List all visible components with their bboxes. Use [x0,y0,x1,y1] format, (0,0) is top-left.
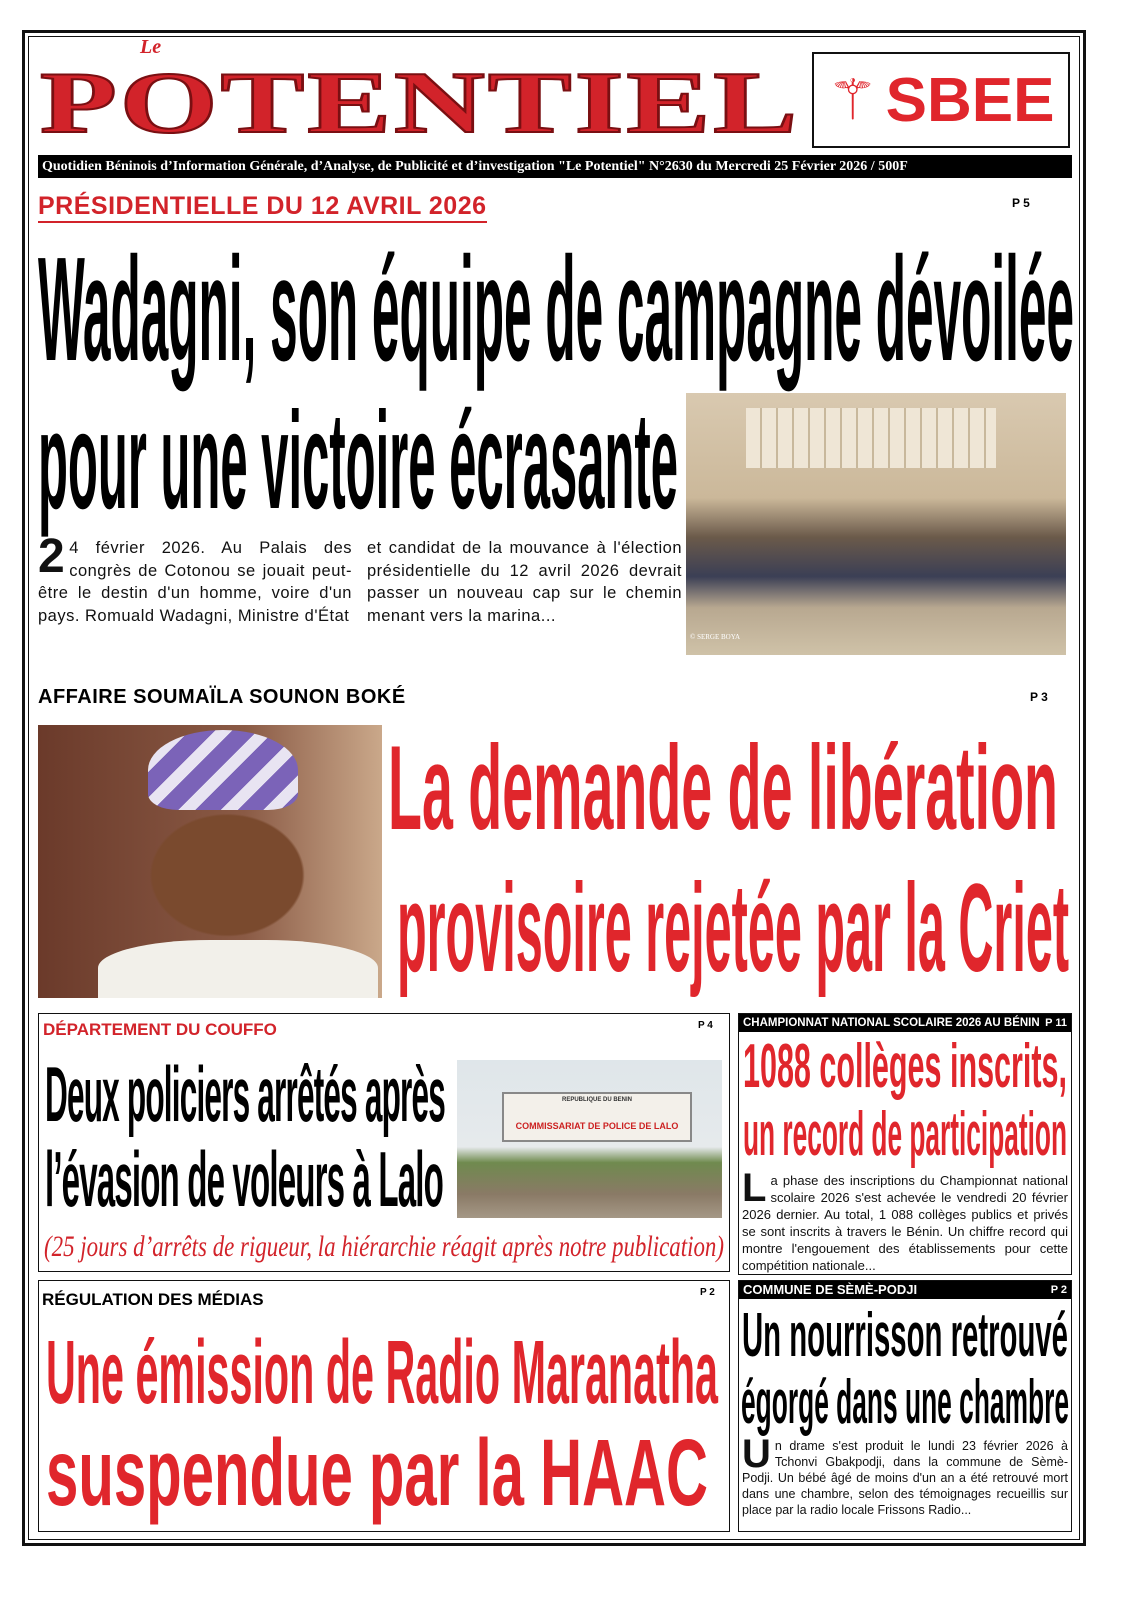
lead-text-1: 4 février 2026. Au Palais des congrès de Cotonou se jouait peut-être le destin d'un homme, voire d'un pays. Romuald Wadagni, Ministre d'État [38,539,352,625]
seme-bar [739,1281,1071,1299]
college-text [742,1166,1068,1274]
second-headline-1: La demande de libération [388,721,1058,855]
building-facade [746,408,996,468]
college-bar [739,1014,1071,1032]
haac-kicker: RÉGULATION DES MÉDIAS [42,1290,264,1309]
drop-cap: L [742,1166,767,1210]
portrait-photo [38,725,382,998]
lead-photo [686,393,1066,655]
seme-headline-2: égorgé dans une chambre [741,1368,1069,1437]
college-headline-2: un record de participation [743,1100,1067,1169]
haac-page: P 2 [700,1287,715,1298]
seme-kicker: COMMUNE DE SÈMÈ-PODJI [743,1282,918,1297]
couffo-page: P 4 [698,1020,713,1031]
lead-headline-2: pour une victoire écrasante [38,384,678,538]
lead-col-1 [38,530,352,627]
sign-top-text: REPUBLIQUE DU BENIN [561,1097,632,1103]
lead-headline-1: Wadagni, son équipe de campagne dévoilée [38,227,1074,392]
police-sign [502,1092,692,1142]
sbee-logo-icon: ⚚ [827,68,878,131]
college-headline-1: 1088 collèges inscrits, [743,1032,1067,1101]
second-kicker: AFFAIRE SOUMAÏLA SOUNON BOKÉ [38,686,406,708]
portrait-robe [98,940,378,998]
sponsor-name: SBEE [885,65,1055,135]
sponsor-box [812,52,1070,148]
drop-cap: U [742,1432,771,1476]
couffo-headline-2: l’évasion de voleurs à Lalo [45,1135,443,1223]
couffo-subtitle: (25 jours d’arrêts de rigueur, la hiérarchie réagit après notre publication) [44,1230,724,1263]
masthead-le: Le [140,36,162,58]
college-page: P 11 [1045,1017,1067,1029]
tagline-bar: Quotidien Béninois d’Information Générale, d’Analyse, de Publicité et d’investigation "Le Potentiel" N°2630 du Mercredi 25 Février 2026 / 500F [38,155,1072,178]
seme-body: n drame s'est produit le lundi 23 février 2026 à Tchonvi Gbakpodji, dans la commune de Sèmè-Podji. Un bébé âgé de moins d'un an a été retrouvé mort dans une chambre, selon des témoignages recueillis sur place par la radio locale Frissons Radio... [742,1439,1068,1517]
photo-credit: © SERGE BOYA [690,633,741,641]
haac-headline-2: suspendue par la HAAC [46,1420,708,1526]
sign-text: COMMISSARIAT DE POLICE DE LALO [515,1121,679,1131]
lead-col-2: et candidat de la mouvance à l'élection présidentielle du 12 avril 2026 devrait passer un nouveau cap sur le chemin menant vers la marina... [367,539,682,625]
second-headline-2: provisoire rejetée par la Criet [397,859,1069,998]
seme-text [742,1432,1068,1518]
couffo-headline-1: Deux policiers arrêtés après [45,1050,445,1138]
police-photo [457,1060,722,1218]
seme-headline-1: Un nourrisson retrouvé [742,1301,1068,1370]
haac-headline-1: Une émission de Radio Maranatha [46,1323,718,1423]
masthead-title: POTENTIEL [40,55,800,152]
seme-page: P 2 [1050,1284,1067,1296]
lead-kicker: PRÉSIDENTIELLE DU 12 AVRIL 2026 [38,192,487,223]
lead-page: P 5 [1012,196,1030,210]
portrait-cap [148,730,298,810]
drop-cap: 2 [38,530,66,583]
couffo-kicker: DÉPARTEMENT DU COUFFO [43,1020,277,1039]
second-page: P 3 [1030,690,1048,704]
college-body: a phase des inscriptions du Championnat national scolaire 2026 s'est achevée le vendredi 20 février 2026 dernier. Au total, 1 088 collèges publics et privés se sont inscrits à travers le Bénin. Un chiffre record qui montre l'engouement des établissements pour cette compétition nationale... [742,1173,1068,1273]
college-kicker: CHAMPIONNAT NATIONAL SCOLAIRE 2026 AU BÉNIN [743,1017,1040,1029]
